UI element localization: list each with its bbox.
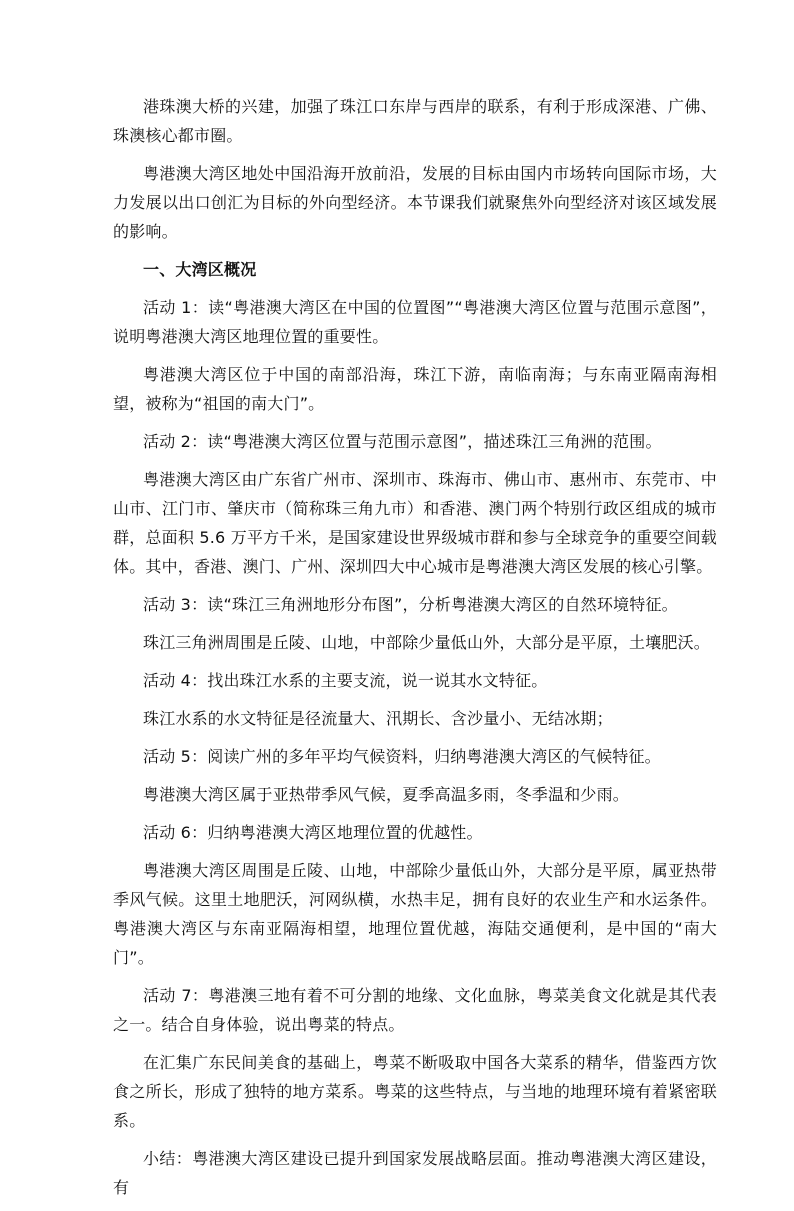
activity-2-prompt: 活动 2：读“粤港澳大湾区位置与范围示意图”，描述珠江三角洲的范围。 (143, 432, 662, 451)
intro-paragraph-bridge: 港珠澳大桥的兴建，加强了珠江口东岸与西岸的联系，有利于形成深港、广佛、珠澳核心都市圈。 (113, 97, 717, 145)
summary-paragraph: 小结：粤港澳大湾区建设已提升到国家发展战略层面。推动粤港澳大湾区建设，有 (113, 1149, 717, 1197)
activity-6-answer: 粤港澳大湾区周围是丘陵、山地，中部除少量低山外，大部分是平原，属亚热带季风气候。这里土地肥沃，河网纵横，水热丰足，拥有良好的农业生产和水运条件。粤港澳大湾区与东南亚隔海相望，地理位置优越，海陆交通便利，是中国的“南大门”。 (113, 861, 717, 967)
activity-1-answer: 粤港澳大湾区位于中国的南部沿海，珠江下游，南临南海；与东南亚隔南海相望，被称为“祖国的南大门”。 (113, 365, 717, 413)
activity-5-prompt: 活动 5：阅读广州的多年平均气候资料，归纳粤港澳大湾区的气候特征。 (143, 747, 661, 766)
activity-7-answer: 在汇集广东民间美食的基础上，粤菜不断吸取中国各大菜系的精华，借鉴西方饮食之所长，形成了独特的地方菜系。粤菜的这些特点，与当地的地理环境有着紧密联系。 (113, 1053, 717, 1130)
document-page (113, 92, 717, 1211)
activity-3-answer: 珠江三角洲周围是丘陵、山地，中部除少量低山外，大部分是平原，土壤肥沃。 (143, 633, 711, 652)
section-heading: 一、大湾区概况 (143, 260, 257, 279)
intro-paragraph-economy: 粤港澳大湾区地处中国沿海开放前沿，发展的目标由国内市场转向国际市场，大力发展以出口创汇为目标的外向型经济。本节课我们就聚焦外向型经济对该区域发展的影响。 (113, 164, 717, 241)
activity-6-prompt: 活动 6：归纳粤港澳大湾区地理位置的优越性。 (143, 823, 483, 842)
activity-4-answer: 珠江水系的水文特征是径流量大、汛期长、含沙量小、无结冰期； (143, 709, 613, 728)
activity-4-prompt: 活动 4：找出珠江水系的主要支流，说一说其水文特征。 (143, 671, 548, 690)
activity-5-answer: 粤港澳大湾区属于亚热带季风气候，夏季高温多雨，冬季温和少雨。 (143, 785, 630, 804)
activity-7-prompt: 活动 7：粤港澳三地有着不可分割的地缘、文化血脉，粤菜美食文化就是其代表之一。结合自身体验，说出粤菜的特点。 (113, 986, 717, 1034)
activity-3-prompt: 活动 3：读“珠江三角洲地形分布图”，分析粤港澳大湾区的自然环境特征。 (143, 595, 678, 614)
activity-1-prompt: 活动 1：读“粤港澳大湾区在中国的位置图”“粤港澳大湾区位置与范围示意图”，说明粤港澳大湾区地理位置的重要性。 (113, 298, 717, 346)
activity-2-answer: 粤港澳大湾区由广东省广州市、深圳市、珠海市、佛山市、惠州市、东莞市、中山市、江门市、肇庆市（简称珠三角九市）和香港、澳门两个特别行政区组成的城市群，总面积 5.6 万平方千米，是国家建设世界级城市群和参与全球竞争的重要空间载体。其中，香港、澳门、广州、深圳四大中心城市是粤港澳大湾区发展的核心引擎。 (113, 470, 717, 576)
